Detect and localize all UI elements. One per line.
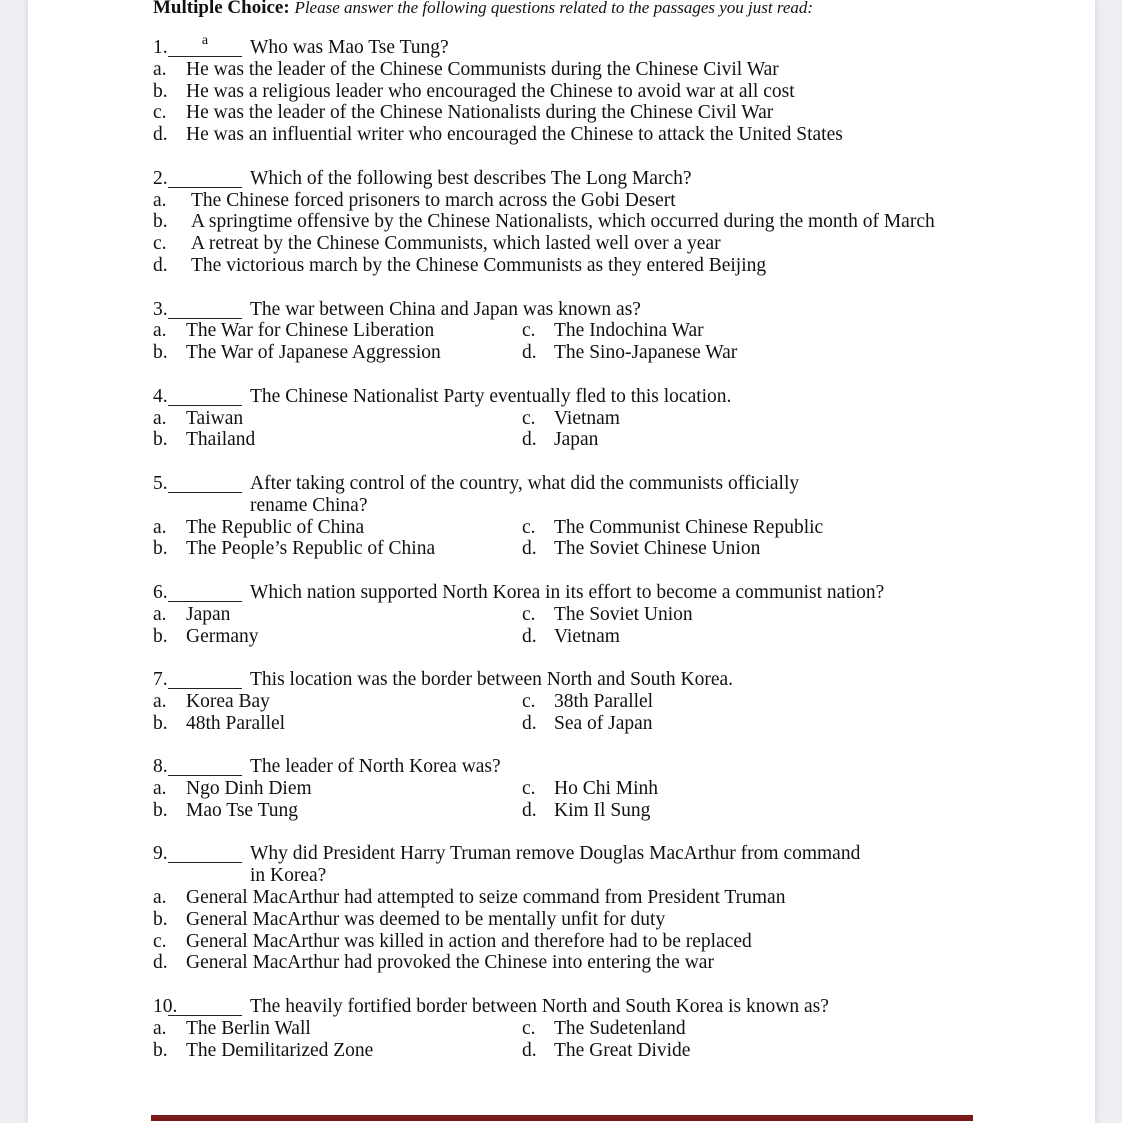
question-text: After taking control of the country, what did the communists officially xyxy=(250,472,800,494)
question-line xyxy=(153,495,1033,517)
question-text: Why did President Harry Truman remove Douglas MacArthur from command xyxy=(250,843,861,865)
option-letter: b. xyxy=(153,80,168,102)
section-title: Multiple Choice xyxy=(153,0,284,18)
question-line xyxy=(153,473,1033,495)
option-letter: c. xyxy=(522,320,536,342)
option-text: General MacArthur had attempted to seize command from President Truman xyxy=(186,887,786,909)
option-text: The Sudetenland xyxy=(554,1017,686,1039)
question-3 xyxy=(153,299,1033,386)
option-letter: c. xyxy=(522,778,536,800)
option-text: Taiwan xyxy=(186,407,244,429)
option-text: Vietnam xyxy=(554,407,620,429)
option-letter: d. xyxy=(153,124,168,146)
question-text: The war between China and Japan was known as? xyxy=(250,298,641,320)
spacer xyxy=(153,560,1033,582)
option-row xyxy=(153,408,1033,430)
option-text: Ho Chi Minh xyxy=(554,778,659,800)
question-line xyxy=(153,756,1033,778)
option-letter: b. xyxy=(153,429,168,451)
option-text: The Berlin Wall xyxy=(186,1017,311,1039)
option-b xyxy=(153,81,1033,103)
answer-blank[interactable] xyxy=(168,473,242,493)
option-c xyxy=(153,102,1033,124)
option-d xyxy=(153,952,1033,974)
option-text: The People’s Republic of China xyxy=(186,538,436,560)
option-text: Sea of Japan xyxy=(554,712,653,734)
option-letter: a. xyxy=(153,1017,167,1039)
option-letter: d. xyxy=(153,254,168,276)
question-line xyxy=(153,299,1033,321)
option-text: A springtime offensive by the Chinese Nationalists, which occurred during the month of March xyxy=(191,211,935,233)
answer-blank[interactable] xyxy=(168,756,242,776)
option-text: The Soviet Chinese Union xyxy=(554,538,761,560)
option-row xyxy=(153,691,1033,713)
option-letter: c. xyxy=(522,690,536,712)
option-a xyxy=(153,59,1033,81)
question-text: rename China? xyxy=(250,494,368,516)
question-text: This location was the border between North and South Korea. xyxy=(250,669,734,691)
question-1 xyxy=(153,33,1033,168)
option-letter: b. xyxy=(153,538,168,560)
question-4 xyxy=(153,386,1033,473)
question-line xyxy=(153,386,1033,408)
answer-blank[interactable] xyxy=(168,33,242,57)
question-line xyxy=(153,168,1033,190)
option-text: He was the leader of the Chinese Nationalists during the Chinese Civil War xyxy=(186,102,774,124)
option-letter: d. xyxy=(522,342,537,364)
option-letter: a. xyxy=(153,778,167,800)
option-letter: b. xyxy=(153,1039,168,1061)
option-text: Ngo Dinh Diem xyxy=(186,778,312,800)
question-number: 3. xyxy=(153,298,168,320)
option-letter: d. xyxy=(522,625,537,647)
option-letter: c. xyxy=(522,1017,536,1039)
option-letter: b. xyxy=(153,625,168,647)
option-row xyxy=(153,538,1033,560)
option-letter: b. xyxy=(153,908,168,930)
option-row xyxy=(153,778,1033,800)
spacer xyxy=(153,1061,1033,1083)
answer-blank[interactable] xyxy=(168,843,242,863)
question-text: Which of the following best describes The Long March? xyxy=(250,167,692,189)
option-row xyxy=(153,517,1033,539)
option-text: The victorious march by the Chinese Communists as they entered Beijing xyxy=(191,254,767,276)
option-text: The Demilitarized Zone xyxy=(186,1039,374,1061)
option-text: The War of Japanese Aggression xyxy=(186,342,441,364)
question-text: Who was Mao Tse Tung? xyxy=(250,37,449,58)
answer-blank[interactable] xyxy=(168,299,242,319)
spacer xyxy=(153,451,1033,473)
question-line xyxy=(153,843,1033,865)
option-letter: b. xyxy=(153,342,168,364)
option-text: General MacArthur had provoked the Chinese into entering the war xyxy=(186,952,714,974)
option-text: Japan xyxy=(186,603,231,625)
question-number: 9. xyxy=(153,843,168,865)
option-letter: d. xyxy=(153,952,168,974)
answer-blank[interactable] xyxy=(168,582,242,602)
question-list xyxy=(153,33,1033,1083)
option-letter: a. xyxy=(153,887,167,909)
instructions: Please answer the following questions related to the passages you just read: xyxy=(294,0,814,17)
question-number: 10. xyxy=(153,996,178,1018)
question-10 xyxy=(153,996,1033,1083)
option-text: The War for Chinese Liberation xyxy=(186,320,435,342)
option-text: He was a religious leader who encouraged the Chinese to avoid war at all cost xyxy=(186,80,795,102)
spacer xyxy=(153,277,1033,299)
option-text: The Soviet Union xyxy=(554,603,693,625)
option-row xyxy=(153,800,1033,822)
option-text: Japan xyxy=(554,429,599,451)
option-c xyxy=(153,931,1033,953)
question-text: The heavily fortified border between North and South Korea is known as? xyxy=(250,996,829,1018)
question-text: The leader of North Korea was? xyxy=(250,756,501,778)
option-text: He was the leader of the Chinese Communists during the Chinese Civil War xyxy=(186,58,779,80)
option-letter: d. xyxy=(522,538,537,560)
option-text: He was an influential writer who encouraged the Chinese to attack the United States xyxy=(186,124,843,146)
option-text: The Sino-Japanese War xyxy=(554,342,738,364)
option-letter: c. xyxy=(522,516,536,538)
option-text: General MacArthur was deemed to be mentally unfit for duty xyxy=(186,908,666,930)
option-row xyxy=(153,626,1033,648)
option-text: The Indochina War xyxy=(554,320,704,342)
option-letter: a. xyxy=(153,189,167,211)
option-text: 48th Parallel xyxy=(186,712,286,734)
question-number: 5. xyxy=(153,472,168,494)
answer-blank[interactable] xyxy=(168,386,242,406)
option-a xyxy=(153,190,1033,212)
option-letter: a. xyxy=(153,516,167,538)
option-row xyxy=(153,342,1033,364)
option-row xyxy=(153,429,1033,451)
spacer xyxy=(153,647,1033,669)
option-a xyxy=(153,887,1033,909)
spacer xyxy=(153,735,1033,757)
answer-value: a xyxy=(201,33,209,48)
option-b xyxy=(153,909,1033,931)
option-text: General MacArthur was killed in action and therefore had to be replaced xyxy=(186,930,752,952)
option-letter: a. xyxy=(153,690,167,712)
option-d xyxy=(153,255,1033,277)
question-number: 6. xyxy=(153,581,168,603)
option-row xyxy=(153,1018,1033,1040)
question-line xyxy=(153,669,1033,691)
option-text: The Chinese forced prisoners to march across the Gobi Desert xyxy=(191,189,676,211)
option-text: Thailand xyxy=(186,429,256,451)
option-letter: a. xyxy=(153,320,167,342)
option-letter: a. xyxy=(153,407,167,429)
option-letter: d. xyxy=(522,712,537,734)
answer-blank[interactable] xyxy=(168,168,242,188)
option-letter: d. xyxy=(522,429,537,451)
question-number: 4. xyxy=(153,385,168,407)
option-text: Kim Il Sung xyxy=(554,799,651,821)
question-number: 1. xyxy=(153,37,168,58)
option-letter: b. xyxy=(153,211,168,233)
section-header: Multiple Choice: Please answer the following questions related to the passages you just read: xyxy=(153,0,813,19)
question-7 xyxy=(153,669,1033,756)
option-letter: c. xyxy=(522,407,536,429)
option-letter: c. xyxy=(153,102,167,124)
question-5 xyxy=(153,473,1033,582)
option-text: Vietnam xyxy=(554,625,620,647)
option-text: The Communist Chinese Republic xyxy=(554,516,824,538)
question-line xyxy=(153,33,1033,59)
question-line xyxy=(153,865,1033,887)
option-letter: a. xyxy=(153,603,167,625)
answer-blank[interactable] xyxy=(168,669,242,689)
option-text: The Republic of China xyxy=(186,516,365,538)
option-letter: c. xyxy=(153,233,167,255)
question-9 xyxy=(153,843,1033,996)
spacer xyxy=(153,364,1033,386)
option-row xyxy=(153,320,1033,342)
option-text: The Great Divide xyxy=(554,1039,691,1061)
option-d xyxy=(153,124,1033,146)
option-b xyxy=(153,211,1033,233)
option-text: Mao Tse Tung xyxy=(186,799,299,821)
option-letter: d. xyxy=(522,1039,537,1061)
answer-blank[interactable] xyxy=(168,996,242,1016)
question-text: Which nation supported North Korea in its effort to become a communist nation? xyxy=(250,581,885,603)
option-letter: b. xyxy=(153,799,168,821)
option-c xyxy=(153,233,1033,255)
option-text: 38th Parallel xyxy=(554,690,654,712)
spacer xyxy=(153,822,1033,844)
option-letter: c. xyxy=(522,603,536,625)
spacer xyxy=(153,146,1033,168)
question-number: 7. xyxy=(153,669,168,691)
option-letter: d. xyxy=(522,799,537,821)
question-number: 8. xyxy=(153,756,168,778)
option-letter: b. xyxy=(153,712,168,734)
question-text: in Korea? xyxy=(250,865,327,887)
question-number: 2. xyxy=(153,167,168,189)
question-8 xyxy=(153,756,1033,843)
option-letter: c. xyxy=(153,930,167,952)
option-text: Korea Bay xyxy=(186,690,270,712)
option-text: Germany xyxy=(186,625,259,647)
question-line xyxy=(153,582,1033,604)
question-6 xyxy=(153,582,1033,669)
footer-bar xyxy=(151,1115,973,1121)
option-letter: a. xyxy=(153,58,167,80)
question-line xyxy=(153,996,1033,1018)
question-2 xyxy=(153,168,1033,299)
question-text: The Chinese Nationalist Party eventually fled to this location. xyxy=(250,385,732,407)
option-row xyxy=(153,1040,1033,1062)
option-row xyxy=(153,604,1033,626)
spacer xyxy=(153,974,1033,996)
option-text: A retreat by the Chinese Communists, which lasted well over a year xyxy=(191,233,721,255)
option-row xyxy=(153,713,1033,735)
